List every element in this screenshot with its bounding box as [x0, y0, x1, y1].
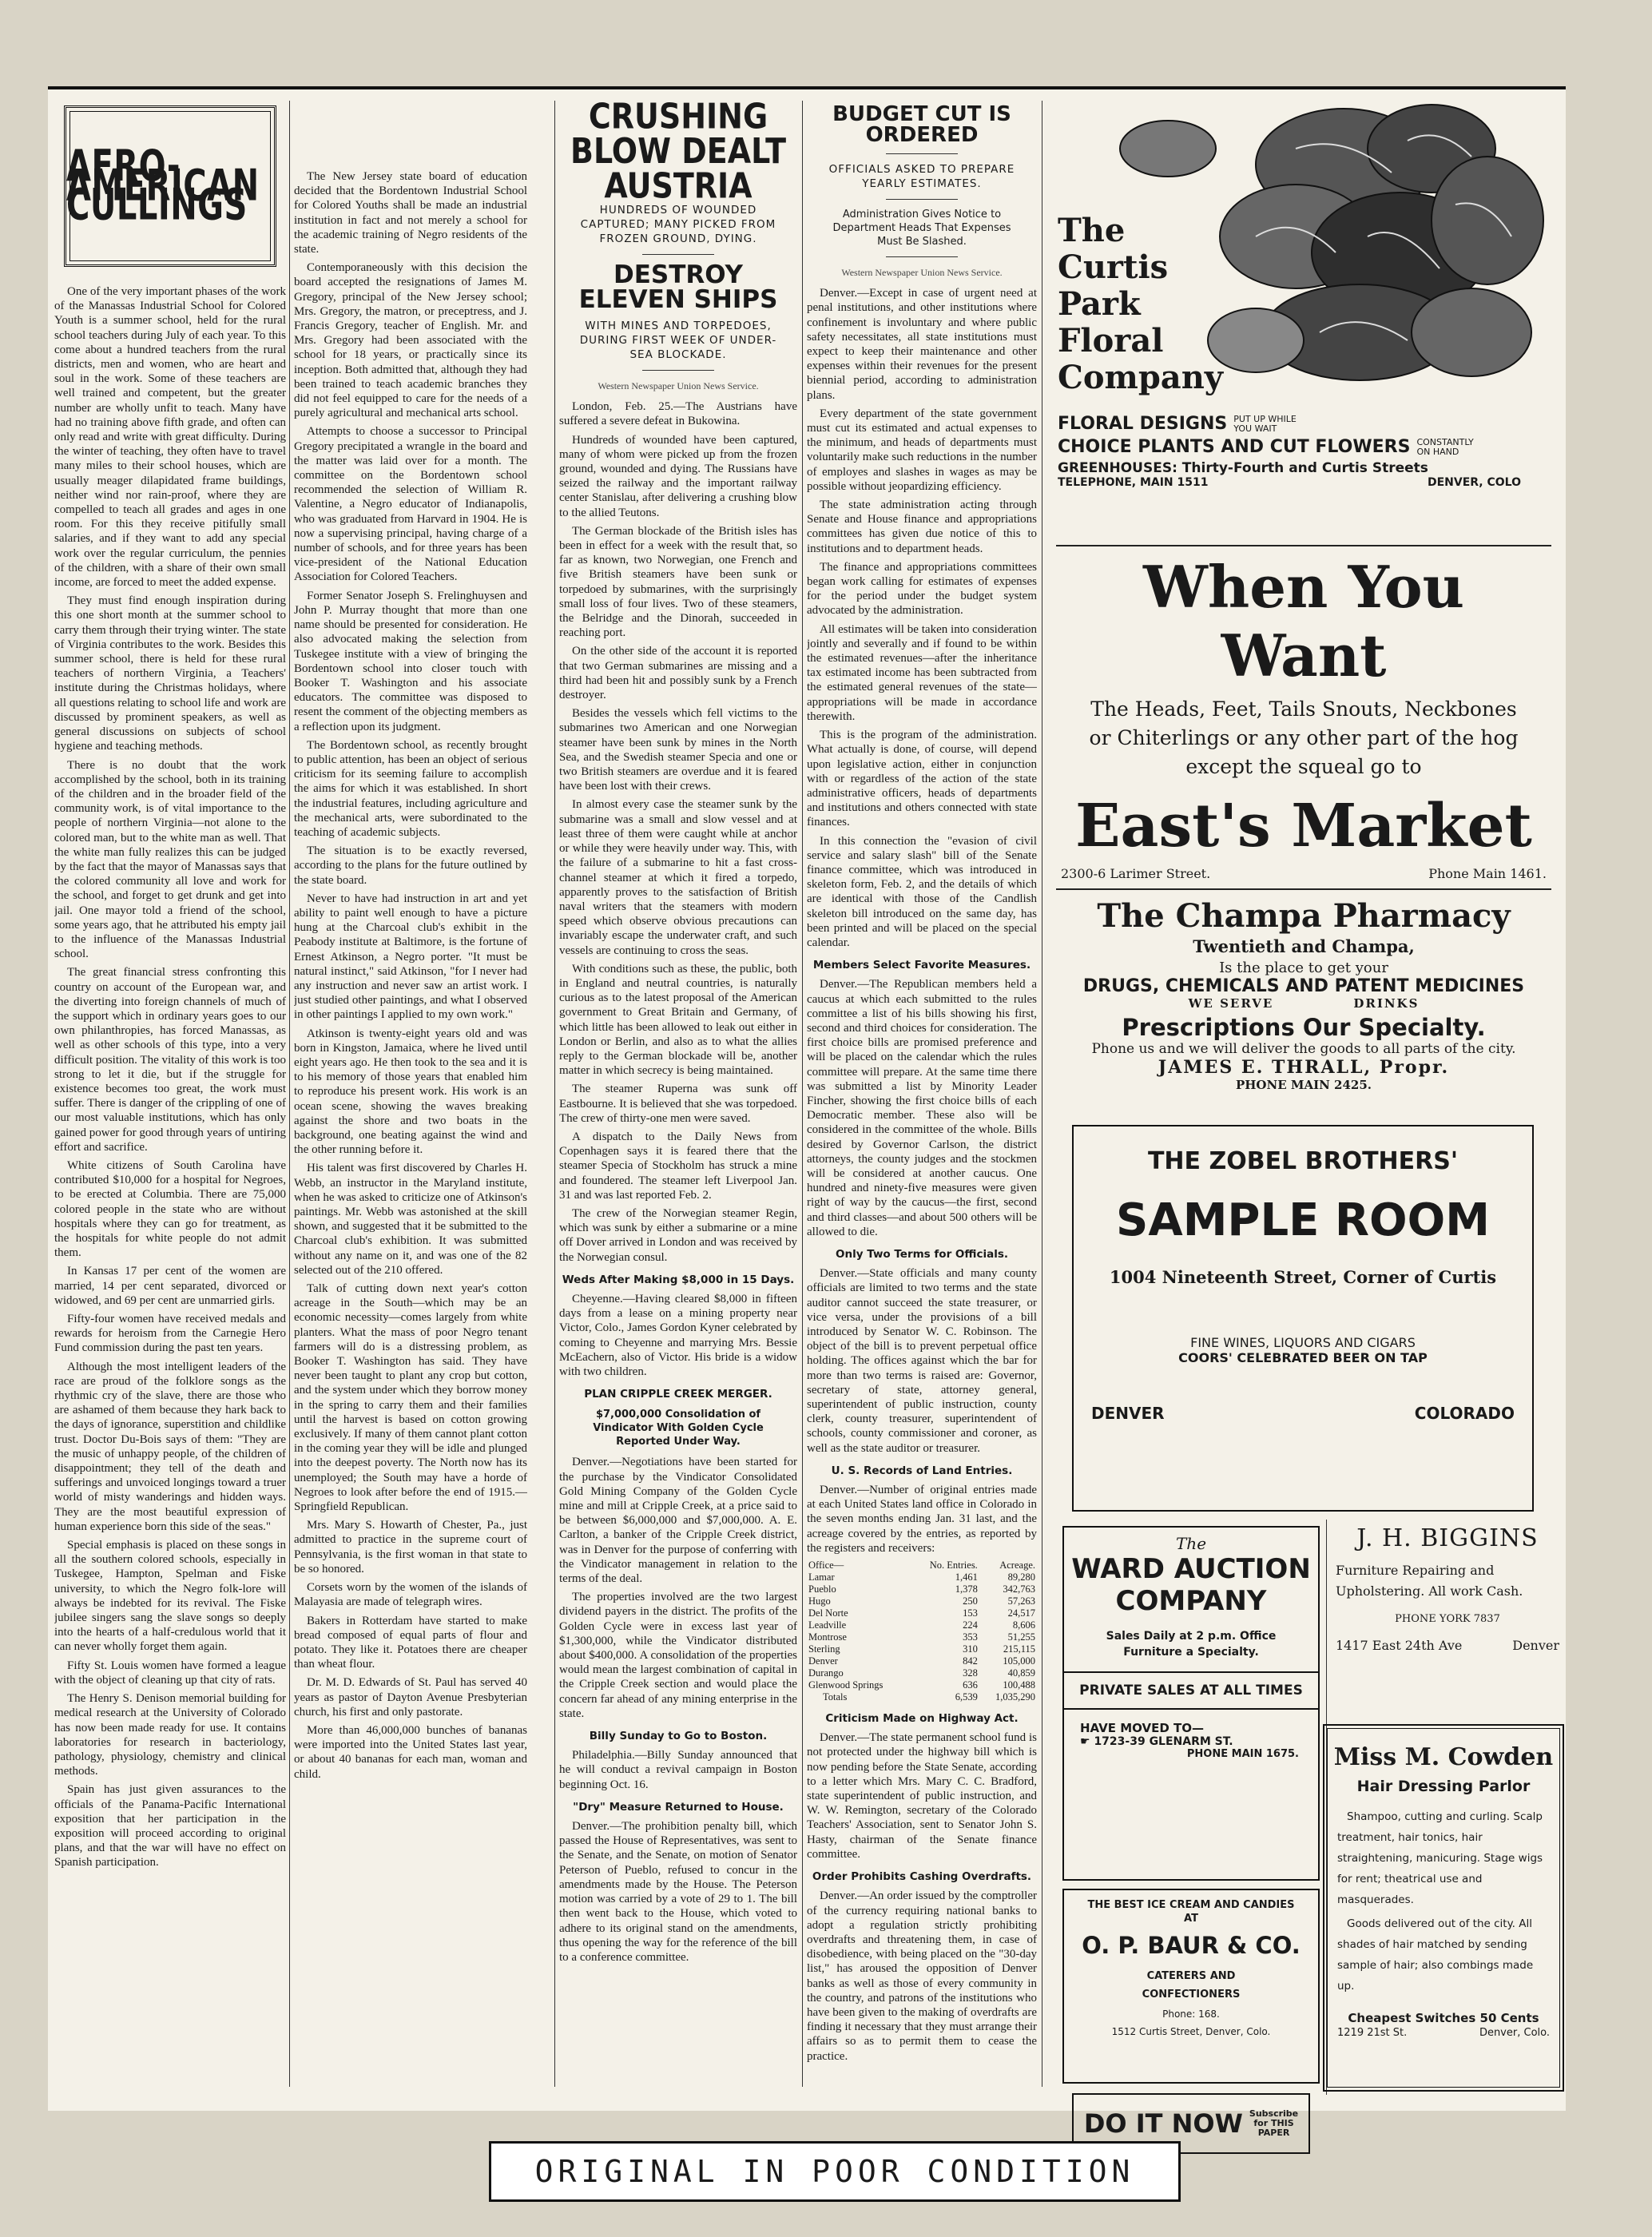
column-rule: [802, 101, 803, 2087]
article-paragraph: Attempts to choose a successor to Principal Gregory precipitated a wrangle in the board and the matter was laid over for a month. The committee on the Bordentown school recommended the selection of William R. Valentine, a Negro educator of Indianapolis, who was graduated from Harvard in 1904. He is now a supervising principal, having charge of a number of schools, and for three years has been vice-president of the National Education Association for Colored Teachers.: [294, 425, 527, 584]
article-paragraph: Denver.—Except in case of urgent need at penal institutions, and other institutions where confinement is involuntary and where public safety necessitates, all state institutions must expect to keep their maintenance and other expenses within their revenues for the present biennial period, according to administration plans.: [807, 287, 1037, 402]
floral-services: [1058, 414, 1537, 489]
article-paragraph: Denver.—The prohibition penalty bill, which passed the House of Representatives, was sent to the Senate, and the Senate, on motion of Senator Peterson of Pueblo, refused to concur in the amendments made by the House. The Peterson motion was carried by a vote of 29 to 1. The bill then went back to the House, which voted to adhere to its original stand on the amendments, thus opening the way for the reference of the bill to a conference committee.: [559, 1820, 797, 1964]
divider: [886, 153, 958, 154]
zobel-city: DENVER: [1091, 1404, 1165, 1423]
article-paragraph: Dr. M. D. Edwards of St. Paul has served 40 years as pastor of Dayton Avenue Presbyterian church, his first and only pastorate.: [294, 1676, 527, 1718]
easts-contact: [1056, 866, 1551, 881]
biggins-city: Denver: [1512, 1638, 1559, 1653]
table-cell: 1,378: [955, 1583, 978, 1595]
ward-address: [1064, 1735, 1318, 1748]
article-paragraph: The properties involved are the two largest dividend payers in the district. The profits of the Golden Cycle were in excess last year of $1,300,000, while the Vindicator distributed about $400,000. A consolidation of the properties would mean the largest combination of capital in the Cripple Creek section and would place the concern far ahead of any mining enterprise in the state.: [559, 1591, 797, 1720]
subhead-land-entries: U. S. Records of Land Entries.: [831, 1464, 1013, 1477]
floral-name-line: Park: [1058, 285, 1141, 323]
easts-name: East's Market: [1075, 792, 1532, 860]
column-war-news: [559, 101, 797, 2095]
divider: [886, 199, 958, 200]
floral-telephone: TELEPHONE, MAIN 1511: [1058, 476, 1209, 489]
newspaper-page: [48, 86, 1566, 2139]
champa-line: Is the place to get your: [1219, 960, 1388, 976]
floral-name-line: Company: [1058, 359, 1224, 396]
table-total-row: [807, 1691, 1037, 1703]
champa-location: Twentieth and Champa,: [1193, 936, 1415, 956]
table-header-row: [807, 1560, 1037, 1571]
greenhouses: GREENHOUSES: Thirty-Fourth and Curtis Streets: [1058, 460, 1428, 476]
cowden-text: Shampoo, cutting and curling. Scalp treatment, hair tonics, hair straightening, manicuring. Stage wigs for rent; theatrical use and masquerades.: [1337, 1810, 1543, 1906]
column-rule: [554, 101, 555, 2087]
table-cell: 310: [963, 1643, 978, 1655]
champa-serve-text: DRINKS: [1353, 996, 1420, 1011]
ad-miss-cowden: [1323, 1724, 1564, 2092]
floral-contact: [1058, 476, 1521, 489]
baur-line: CONFECTIONERS: [1142, 1989, 1241, 2001]
col3-body2: [559, 1455, 797, 1721]
article-paragraph: Bakers in Rotterdam have started to make bread composed of equal parts of flour and potato. They like it. Potatoes there are cheaper than wheat flour.: [294, 1614, 527, 1671]
ward-the: The: [1175, 1534, 1207, 1553]
article-paragraph: Besides the vessels which fell victims to the submarines two American and one Norwegian steamer have been sunk by mines in the North Sea, and the Swedish steamer Specia and one or two British steamers are overdue and it is feared have been lost with their crews.: [559, 707, 797, 793]
baur-line: THE BEST ICE CREAM AND CANDIES AT: [1087, 1899, 1295, 1925]
ad-op-baur: [1062, 1889, 1320, 2084]
baur-address: 1512 Curtis Street, Denver, Colo.: [1111, 2026, 1271, 2037]
article-paragraph: Corsets worn by the women of the islands of Malayasia are made of telegraph wires.: [294, 1581, 527, 1609]
champa-proprietor: JAMES E. THRALL, Propr.: [1158, 1057, 1450, 1078]
article-paragraph: In almost every case the steamer sunk by the submarine was a small and slow vessel and at least three of them were caught while at anchor or while they were heavily under way. This, with the failure of a submarine to hit a fast cross-channel steamer at which it fired a torpedo, apparently proves to the satisfaction of British naval writers that the steamers with modern speed which observe obvious precautions can invariably escape the underwater craft, and such vessels are continuing to cross the seas.: [559, 798, 797, 957]
champa-line: Phone us and we will deliver the goods to all parts of the city.: [1091, 1041, 1516, 1057]
table-cell: 40,859: [1007, 1667, 1035, 1679]
easts-line: except the squeal go to: [1185, 755, 1422, 778]
ward-address-text: 1723-39 GLENARM ST.: [1094, 1735, 1233, 1748]
zobel-address: 1004 Nineteenth Street, Corner of Curtis: [1109, 1267, 1497, 1287]
table-row: [807, 1595, 1037, 1607]
table-cell: Denver: [808, 1655, 838, 1667]
table-cell: 51,255: [1007, 1631, 1035, 1643]
table-cell: Durango: [808, 1667, 844, 1679]
cowden-address: 1219 21st St.: [1337, 2027, 1408, 2039]
table-row: [807, 1667, 1037, 1679]
easts-address: 2300-6 Larimer Street.: [1061, 866, 1211, 881]
deck-crushing-blow: HUNDREDS OF WOUNDED CAPTURED; MANY PICKED FROM FROZEN GROUND, DYING.: [580, 204, 776, 245]
article-paragraph: More than 46,000,000 bunches of bananas were imported into the United States last year, or about 40 bananas for each man, woman and child.: [294, 1723, 527, 1781]
champa-serve-text: WE SERVE: [1188, 996, 1274, 1011]
ad-easts-market: [1056, 553, 1551, 952]
subhead-weds: Weds After Making $8,000 in 15 Days.: [562, 1273, 795, 1286]
table-row: [807, 1571, 1037, 1583]
choice-plants: CHOICE PLANTS AND CUT FLOWERS: [1058, 437, 1411, 457]
ad-curtis-park-floral: [1056, 101, 1551, 548]
deck-destroy-ships: WITH MINES AND TORPEDOES, DURING FIRST WEEK OF UNDER-SEA BLOCKADE.: [579, 320, 777, 361]
land-entries-table: [807, 1560, 1037, 1703]
ward-phone: PHONE MAIN 1675.: [1186, 1748, 1299, 1760]
table-cell: 8,606: [1012, 1619, 1035, 1631]
headline-crushing-blow: CRUSHING BLOW DEALT AUSTRIA: [570, 101, 787, 206]
ward-moved: HAVE MOVED TO—: [1080, 1721, 1205, 1735]
article-paragraph: The New Jersey state board of education decided that the Bordentown Industrial School for Colored Youths shall be made an industrial institution in fact and not merely a school for the academic training of Negro residents of the state.: [294, 170, 527, 256]
champa-line: DRUGS, CHEMICALS AND PATENT MEDICINES: [1082, 976, 1525, 996]
floral-name-line: Floral: [1058, 322, 1164, 360]
zobel-state: COLORADO: [1414, 1404, 1515, 1423]
article-paragraph: Former Senator Joseph S. Frelinghuysen and John P. Murray thought that more than one name should be presented for consideration. He also advocated making the selection from Tuskegee institute with a view of bringing the Bordentown school into closer touch with Booker T. Washington and his associate educators. The committee was disposed to resent the comment of the objecting members as a reflection upon its judgment.: [294, 589, 527, 733]
floral-name-line: Curtis: [1058, 248, 1169, 286]
table-cell: Totals: [823, 1691, 848, 1703]
easts-headline: When You Want: [1143, 553, 1464, 689]
table-cell: 842: [963, 1655, 978, 1667]
col1-body: [54, 284, 286, 1870]
pointing-hand-icon: ☛: [1080, 1735, 1094, 1748]
article-paragraph: Denver.—An order issued by the comptroller of the currency requiring national banks to adopt a regulation strictly prohibiting overdrafts and threatening them, in case of disobedience, with being placed on the "30-day list," has aroused the opposition of Denver banks as well as those of every community in the country, and patrons of the institutions who have been given to the making of overdrafts are finding it necessary that they must arrange their affairs so as to permit them to cease the practice.: [807, 1889, 1037, 2063]
article-paragraph: Contemporaneously with this decision the board accepted the resignations of James M. Gregory, principal of the New Jersey school; Mrs. Gregory, the matron, or preceptress, and J. Francis Gregory, teacher of English. Mr. and Mrs. Gregory had been associated with the school for 18 years, or practically since its inception. Both admitted that, although they had been trained to teach academic branches they did not feel equipped to care for the needs of a purely agricultural and mechanical arts school.: [294, 261, 527, 420]
subhead-members: Members Select Favorite Measures.: [812, 959, 1031, 972]
champa-specialty: Prescriptions Our Specialty.: [1122, 1014, 1486, 1041]
table-cell: Hugo: [808, 1595, 831, 1607]
cowden-title: Hair Dressing Parlor: [1356, 1778, 1531, 1795]
table-cell: 1,461: [955, 1571, 978, 1583]
cowden-switches: Cheapest Switches 50 Cents: [1348, 2011, 1539, 2025]
table-row: [807, 1607, 1037, 1619]
article-paragraph: Special emphasis is placed on these songs in all the southern colored schools, especially in Tuskegee, Hampton, Spelman and Fiske university, to which the Negro folk-lore will always be indebted for its revival. The Fiske jubilee singers sang the slave songs so deeply into the hearts of a half-credulous world that it can never wholly forget them again.: [54, 1539, 286, 1654]
table-cell: 328: [963, 1667, 978, 1679]
biggins-location: [1336, 1638, 1559, 1653]
article-paragraph: Denver.—The Republican members held a caucus at which each submitted to the rules committee a list of his bills showing his first, second and third choices for consideration. The first choice bills are promised preference and will be placed on the calendar which the rules committee will prepare. At the same time there was submitted a list by Minority Leader Fincher, showing the first choice bills of each Democratic member. These also will be considered in the committee of the whole. Bills desired by Governor Carlson, the district attorneys, the county judges and the stockmen will be considered at another caucus. One hundred and ninety-five measures were given right of way by the caucus—the first, second and third classes—and about 500 others will be allowed to die.: [807, 978, 1037, 1238]
article-paragraph: Fifty St. Louis women have formed a league with the object of cleaning up that city of rats.: [54, 1659, 286, 1687]
table-body: [807, 1571, 1037, 1691]
article-paragraph: Atkinson is twenty-eight years old and was born in Kingston, Jamaica, where he lived until eight years ago. He then took to the sea and it is to his memory of those years that enabled him to reproduce his present work. His work is an ocean scene, showing the waves breaking against the shore and two boats in the background, one beating against the wind and the other running before it.: [294, 1027, 527, 1157]
article-paragraph: One of the very important phases of the work of the Manassas Industrial School for Colored Youth is a summer school, held for the rural school teachers during July of each year. To this come about a hundred teachers from the rural districts, men and women, who are heart and soul in the work. Some of these teachers are well trained and competent, but the greater number are wholly unfit to teach. Many have had no training above fifth grade, and often can only read and write with great difficulty. During the winter of teaching, they often have to travel many miles to their school houses, which are usually meager dilapidated frame buildings, neither wind nor rain-proof, where they are compelled to teach all grades and ages in one room. For this they receive pitifully small salaries, and if they want to add any special work over the regular curriculum, the pennies of the children, with a share of their own small income, are forced to meet the added expense.: [54, 285, 286, 590]
do-it-now-small: for THIS: [1253, 2118, 1294, 2128]
subhead-two-terms: Only Two Terms for Officials.: [836, 1248, 1008, 1261]
poor-condition-notice: ORIGINAL IN POOR CONDITION: [489, 2141, 1181, 2202]
table-cell: 57,263: [1007, 1595, 1035, 1607]
deck-cripple-creek: $7,000,000 Consolidation of Vindicator With Golden Cycle Reported Under Way.: [593, 1409, 764, 1448]
article-paragraph: Denver.—Negotiations have been started for the purchase by the Vindicator Consolidated Gold Mining Company of the Golden Cycle mine and mill at Cripple Creek, at a price said to be between $6,000,000 and $7,000,000. A. E. Carlton, a banker of the Cripple Creek district, was in Denver for the purpose of conferring with the Vindicator management in relation to the terms of the deal.: [559, 1456, 797, 1586]
table-row: [807, 1679, 1037, 1691]
zobel-goods: FINE WINES, LIQUORS AND CIGARS: [1190, 1335, 1416, 1350]
divider: [642, 370, 714, 371]
easts-line: or Chiterlings or any other part of the hog: [1089, 726, 1519, 749]
floral-company-name: [1058, 213, 1223, 396]
subhead-cripple-creek: PLAN CRIPPLE CREEK MERGER.: [584, 1388, 772, 1401]
section-header: AFRO-AMERICAN CULLINGS: [66, 141, 260, 231]
article-paragraph: The Henry S. Denison memorial building for medical research at the University of Colorado has now been made ready for use. It contains laboratories for research in bacteriology, pathology, physiology, chemistry and clinical methods.: [54, 1692, 286, 1778]
cowden-name: Miss M. Cowden: [1333, 1743, 1554, 1771]
column-state-news: [807, 101, 1037, 2095]
biggins-line: Furniture Repairing and Upholstering. All work Cash.: [1336, 1563, 1523, 1599]
biggins-address: 1417 East 24th Ave: [1336, 1638, 1463, 1653]
do-it-now-small: PAPER: [1257, 2128, 1290, 2138]
article-paragraph: A dispatch to the Daily News from Copenhagen says it is feared there that the steamer Specia of Stockholm has struck a mine and foundered. The steamer left Liverpool Jan. 31 and was last reported Feb. 2.: [559, 1130, 797, 1202]
zobel-line1: THE ZOBEL BROTHERS': [1147, 1147, 1459, 1175]
article-paragraph: There is no doubt that the work accomplished by the school, both in its training of the children and in the broader field of the community work, is of vital importance to the people of northern Virginia—not alone to the colored man, but to the white man as well. That the white man fully realizes this can be judged by the fact that the mayor of Manassas says that the colored community all love and work for the school, and forget to get drunk and get into jail. One mayor told a friend of the school, some years ago, that he attributed his empty jail to the influence of the Manassas Industrial school.: [54, 758, 286, 961]
floral-note: ON HAND: [1416, 446, 1459, 457]
article-paragraph: Never to have had instruction in art and yet ability to paint well enough to have a picture hung at the Charcoal club's exhibit in the Peabody institute at Baltimore, is the fortune of Ernest Atkinson, a Negro porter. "It must be natural instinct," said Atkinson, "for I never had any instruction and never saw an artist work. I just studied other paintings, and what I observed in other paintings I applied to my own work.": [294, 892, 527, 1022]
ad-ward-auction: [1062, 1526, 1320, 1881]
divider: [886, 256, 958, 257]
ad-jh-biggins: [1336, 1524, 1559, 1668]
article-paragraph: The steamer Ruperna was sunk off Eastbourne. It is believed that she was torpedoed. The crew of thirty-one men were saved.: [559, 1083, 797, 1125]
article-paragraph: Denver.—The state permanent school fund is not protected under the highway bill which is now pending before the State Senate, according to a letter which Mrs. Mary C. C. Bradford, state superintendent of public instruction, and W. W. Remington, secretary of the Colorado Teachers' Association, sent to Senator John S. Hasty, chairman of the Senate finance committee.: [807, 1731, 1037, 1861]
do-it-now-subscribe: [1249, 2109, 1298, 2138]
floral-note: CONSTANTLY: [1416, 436, 1474, 447]
article-paragraph: Spain has just given assurances to the officials of the Panama-Pacific International exposition that her participation in the exposition will proceed according to original plans, and that the war will have no effect on Spanish participation.: [54, 1783, 286, 1869]
baur-phone: Phone: 168.: [1162, 2009, 1220, 2020]
table-cell: Pueblo: [808, 1583, 836, 1595]
dateline: Western Newspaper Union News Service.: [598, 380, 759, 391]
article-paragraph: They must find enough inspiration during this one short month at the summer school to carry them through their trying winter. The state of Virginia contributes to the work. Besides this summer school, there is held for these rural teachers of northern Virginia, a Teachers' institute during the Christmas holidays, where all questions relating to school life and work are discussed by prominent speakers, as well as general discussions on subjects of school hygiene and teaching methods.: [54, 594, 286, 753]
table-row: [807, 1643, 1037, 1655]
ad-divider: [1056, 545, 1551, 546]
floral-designs: FLORAL DESIGNS: [1058, 414, 1228, 434]
article-paragraph: Fifty-four women have received medals and rewards for heroism from the Carnegie Hero Fund commission during the past ten years.: [54, 1313, 286, 1355]
table-cell: 1,035,290: [995, 1691, 1035, 1703]
table-cell: Montrose: [808, 1631, 847, 1643]
col3-body: [559, 399, 797, 1265]
table-cell: 215,115: [1003, 1643, 1035, 1655]
article-paragraph: In this connection the "evasion of civil service and salary slash" bill of the Senate finance committee, which was introduced in skeleton form, Feb. 2, and the details of which are identical with those of the Candlish skeleton bill introduced on the same day, has been printed and will be placed on the special calendar.: [807, 834, 1037, 949]
table-cell: Sterling: [808, 1643, 840, 1655]
article-paragraph: Denver.—Number of original entries made at each United States land office in Colorado in the seven months ending Jan. 31 last, and the acreage covered by the entries, as reported by the registers and receivers:: [807, 1484, 1037, 1555]
article-paragraph: Hundreds of wounded have been captured, many of whom were picked up from the frozen ground, wounded and dying. The Russians have seized the railway and the important railway center Stanislau, after delivering a crushing blow to the allied Teutons.: [559, 433, 797, 519]
article-paragraph: His talent was first discovered by Charles H. Webb, an instructor in the Maryland institute, when he was asked to criticize one of Atkinson's paintings. Mr. Webb was astonished at the skill shown, and suggested that it be submitted to the Charcoal club's exhibition. It was submitted without any name on it, and was one of the 82 selected out of the 210 offered.: [294, 1162, 527, 1277]
col2-body: [294, 169, 527, 1782]
article-paragraph: With conditions such as these, the public, both in England and neutral countries, is naturally curious as to the latest proposal of the American government to Great Britain and Germany, of which little has been allowed to leak out either in London or Berlin, and also as to what the allies reply to the German blockade will be, another matter in which secrecy is being maintained.: [559, 962, 797, 1078]
cowden-location: [1337, 2027, 1550, 2039]
article-paragraph: On the other side of the account it is reported that two German submarines are missing and a third had been hit and possibly sunk by a French destroyer.: [559, 645, 797, 702]
column-news-items: [294, 169, 527, 2095]
floral-note: PUT UP WHILE: [1233, 413, 1297, 424]
table-cell: 636: [963, 1679, 978, 1691]
floral-name-line: The: [1058, 212, 1126, 249]
article-paragraph: Cheyenne.—Having cleared $8,000 in fifteen days from a lease on a mining property near Victor, Colo., James Gordon Kyner celebrated by coming to Cheyenne and marrying Mrs. Bessie McEachern, also of Victor. His bride is a widow with two children.: [559, 1292, 797, 1378]
article-paragraph: All estimates will be taken into consideration jointly and severally and if found to be within the estimated revenues—after the inheritance tax estimated income has been subtracted from the estimated general revenues of the state—appropriations will be made in accordance therewith.: [807, 622, 1037, 723]
table-cell: Del Norte: [808, 1607, 848, 1619]
headline-destroy-ships: DESTROY ELEVEN SHIPS: [578, 260, 778, 314]
ad-zobel-brothers: [1072, 1125, 1534, 1512]
table-row: [807, 1631, 1037, 1643]
subhead-billy-sunday: Billy Sunday to Go to Boston.: [589, 1730, 768, 1743]
baur-name: O. P. BAUR & CO.: [1082, 1932, 1301, 1959]
subhead-dry-measure: "Dry" Measure Returned to House.: [573, 1800, 784, 1814]
deck2-budget-cut: Administration Gives Notice to Department Heads That Expenses Must Be Slashed.: [832, 209, 1011, 248]
floral-city: DENVER, COLO: [1427, 476, 1521, 489]
ward-private-sales: PRIVATE SALES AT ALL TIMES: [1064, 1671, 1318, 1710]
champa-phone: PHONE MAIN 2425.: [1235, 1078, 1372, 1092]
article-paragraph: Denver.—State officials and many county officials are limited to two terms and the state auditor cannot succeed the state treasurer, or vice versa, under the provisions of a bill introduced by Senator W. C. Robinson. The object of the bill is to prevent perpetual office holding. The offices against which the bar for more than two terms is raised are: Governor, secretary of state, attorney general, superintendent of public instruction, county clerk, county treasurer, superintendent of schools, county commissioner and coroner, as well as the state auditor or treasurer.: [807, 1267, 1037, 1455]
floral-note: YOU WAIT: [1233, 423, 1277, 434]
table-cell: 353: [963, 1631, 978, 1643]
do-it-now-text: DO IT NOW: [1083, 2108, 1243, 2139]
table-cell: 105,000: [1003, 1655, 1035, 1667]
divider: [642, 254, 714, 255]
zobel-sample-room: SAMPLE ROOM: [1116, 1194, 1490, 1246]
table-cell: 342,763: [1003, 1583, 1035, 1595]
zobel-goods: COORS' CELEBRATED BEER ON TAP: [1178, 1350, 1428, 1365]
col4-body: [807, 286, 1037, 950]
table-cell: Glenwood Springs: [808, 1679, 884, 1691]
cowden-city: Denver, Colo.: [1479, 2027, 1550, 2039]
ward-line: Sales Daily at 2 p.m. Office Furniture a Specialty.: [1106, 1630, 1277, 1659]
table-cell: 89,280: [1007, 1571, 1035, 1583]
table-header: Acreage.: [999, 1560, 1035, 1571]
table-cell: 224: [963, 1619, 978, 1631]
article-paragraph: Although the most intelligent leaders of the race are proud of the folklore songs as the rhythmic cry of the slave, there are those who are ashamed of them because they hark back to the days of ignorance, superstition and childlike trust. Doctor Du-Bois says of them: "They are the music of unhappy people, of the children of disappointment; they tell of the death and sufferings and unvoiced longings toward a truer world of misty wanderings and hidden ways. They are the most beautiful expression of human experience born this side of the seas.": [54, 1360, 286, 1533]
subhead-highway-act: Criticism Made on Highway Act.: [825, 1712, 1019, 1726]
easts-phone: Phone Main 1461.: [1428, 866, 1547, 881]
article-paragraph: Talk of cutting down next year's cotton acreage in the South—which may be an economic necessity—comes largely from white planters. What the mass of poor Negro tenant farmers will do is a distressing problem, as Booker T. Washington has said. They have never been taught to plant any crop but cotton, and the system under which they borrow money in the spring to carry them and their families until the harvest is based on cotton growing exclusively. If many of them cannot plant cotton in the coming year they will be idle and plunged into the deepest poverty. The North now has its unemployed; the South may have a horde of Negroes to look after before the end of 1915.—Springfield Republican.: [294, 1282, 527, 1514]
champa-name: The Champa Pharmacy: [1097, 897, 1511, 935]
table-row: [807, 1619, 1037, 1631]
zobel-location: [1074, 1404, 1532, 1423]
column-rule: [289, 101, 290, 2087]
ward-name: COMPANY: [1115, 1585, 1267, 1617]
baur-line: CATERERS AND: [1146, 1970, 1236, 1982]
table-cell: Leadville: [808, 1619, 847, 1631]
table-row: [807, 1583, 1037, 1595]
table-cell: 153: [963, 1607, 978, 1619]
article-paragraph: White citizens of South Carolina have contributed $10,000 for a hospital for Negroes, to be erected at Columbia. There are 75,000 colored people in the state who are without hospitals where they can go for treatment, as the hospitals for white people do not admit them.: [54, 1158, 286, 1260]
table-header: No. Entries.: [929, 1560, 978, 1571]
table-cell: 24,517: [1007, 1607, 1035, 1619]
headline-budget-cut: BUDGET CUT IS ORDERED: [832, 102, 1011, 147]
ad-champa-pharmacy: [1056, 896, 1551, 1120]
table-cell: Lamar: [808, 1571, 835, 1583]
champa-serve: [1056, 996, 1551, 1011]
column-afro-american-cullings: [54, 101, 286, 2095]
cowden-text: Goods delivered out of the city. All shades of hair matched by sending sample of hair; also combings made up.: [1337, 1917, 1534, 1993]
article-paragraph: The Bordentown school, as recently brought to public attention, has been an object of serious criticism for its seeming failure to accomplish the aims for which it was established. In short the industrial features, including agriculture and the mechanical arts, were subordinated to the teaching of academic subjects.: [294, 738, 527, 839]
do-it-now-small: Subscribe: [1249, 2108, 1299, 2119]
article-paragraph: The situation is to be exactly reversed, according to the plans for the future outlined by the state board.: [294, 844, 527, 887]
easts-line: The Heads, Feet, Tails Snouts, Neckbones: [1090, 697, 1517, 721]
biggins-phone: PHONE YORK 7837: [1395, 1613, 1500, 1625]
article-paragraph: In Kansas 17 per cent of the women are married, 14 per cent separated, divorced or widowed, and 69 per cent are unmarried girls.: [54, 1265, 286, 1307]
article-paragraph: The great financial stress confronting this country on account of the European war, and the diverting into foreign channels of much of the support which in ordinary years goes to our own philanthropies, has forced Manassas, as well as other schools of this type, into a very difficult position. The vitality of this work is too strong to let it die, but if the struggle for existence becomes too great, the work must suffer. There is danger of the crippling of one of our most valuable institutions, which has only gained power for good through years of untiring effort and sacrifice.: [54, 966, 286, 1154]
deck-budget-cut: OFFICIALS ASKED TO PREPARE YEARLY ESTIMATES.: [828, 163, 1015, 190]
article-paragraph: The state administration acting through Senate and House finance and appropriations committees has given due notice of this to institutions and to department heads.: [807, 499, 1037, 555]
subhead-overdrafts: Order Prohibits Cashing Overdrafts.: [812, 1870, 1032, 1884]
table-cell: 100,488: [1003, 1679, 1035, 1691]
article-paragraph: The German blockade of the British isles has been in effect for a week with the result that, so far as known, two Norwegian, one French and five British steamers have been sunk or torpedoed by submarines, with the surprisingly small loss of four lives. Two of these steamers, the Belridge and the Dinorah, succeeded in reaching port.: [559, 524, 797, 640]
table-row: [807, 1655, 1037, 1667]
article-paragraph: The crew of the Norwegian steamer Regin, which was sunk by either a submarine or a mine off Dover arrived in London and was received by the Norwegian consul.: [559, 1206, 797, 1264]
table-cell: 6,539: [955, 1691, 978, 1703]
article-paragraph: This is the program of the administration. What actually is done, of course, will depend upon legislative action, either in conjunction with or regardless of the action of the state administrative officers, heads of departments and institutions and others connected with state finances.: [807, 729, 1037, 829]
ad-divider: [1056, 888, 1551, 890]
ward-name: WARD AUCTION: [1071, 1553, 1311, 1585]
biggins-name: J. H. BIGGINS: [1356, 1524, 1539, 1552]
table-header: Office—: [808, 1560, 844, 1571]
article-paragraph: London, Feb. 25.—The Austrians have suffered a severe defeat in Bukowina.: [559, 400, 797, 428]
article-paragraph: Every department of the state government must cut its estimated and actual expenses to the minimum, and heads of departments must voluntarily make such reductions in the number of employes and slashes in wages as may be possible without jeopardizing efficiency.: [807, 407, 1037, 493]
section-header-box: [64, 105, 276, 267]
table-cell: 250: [963, 1595, 978, 1607]
article-paragraph: Mrs. Mary S. Howarth of Chester, Pa., just admitted to practice in the supreme court of Pennsylvania, is the first woman in that state to be so honored.: [294, 1519, 527, 1575]
article-paragraph: The finance and appropriations committees began work calling for estimates of expenses for the period under the budget system advocated by the administration.: [807, 560, 1037, 618]
article-paragraph: Philadelphia.—Billy Sunday announced that he will conduct a revival campaign in Boston beginning Oct. 16.: [559, 1749, 797, 1791]
dateline: Western Newspaper Union News Service.: [841, 267, 1003, 278]
